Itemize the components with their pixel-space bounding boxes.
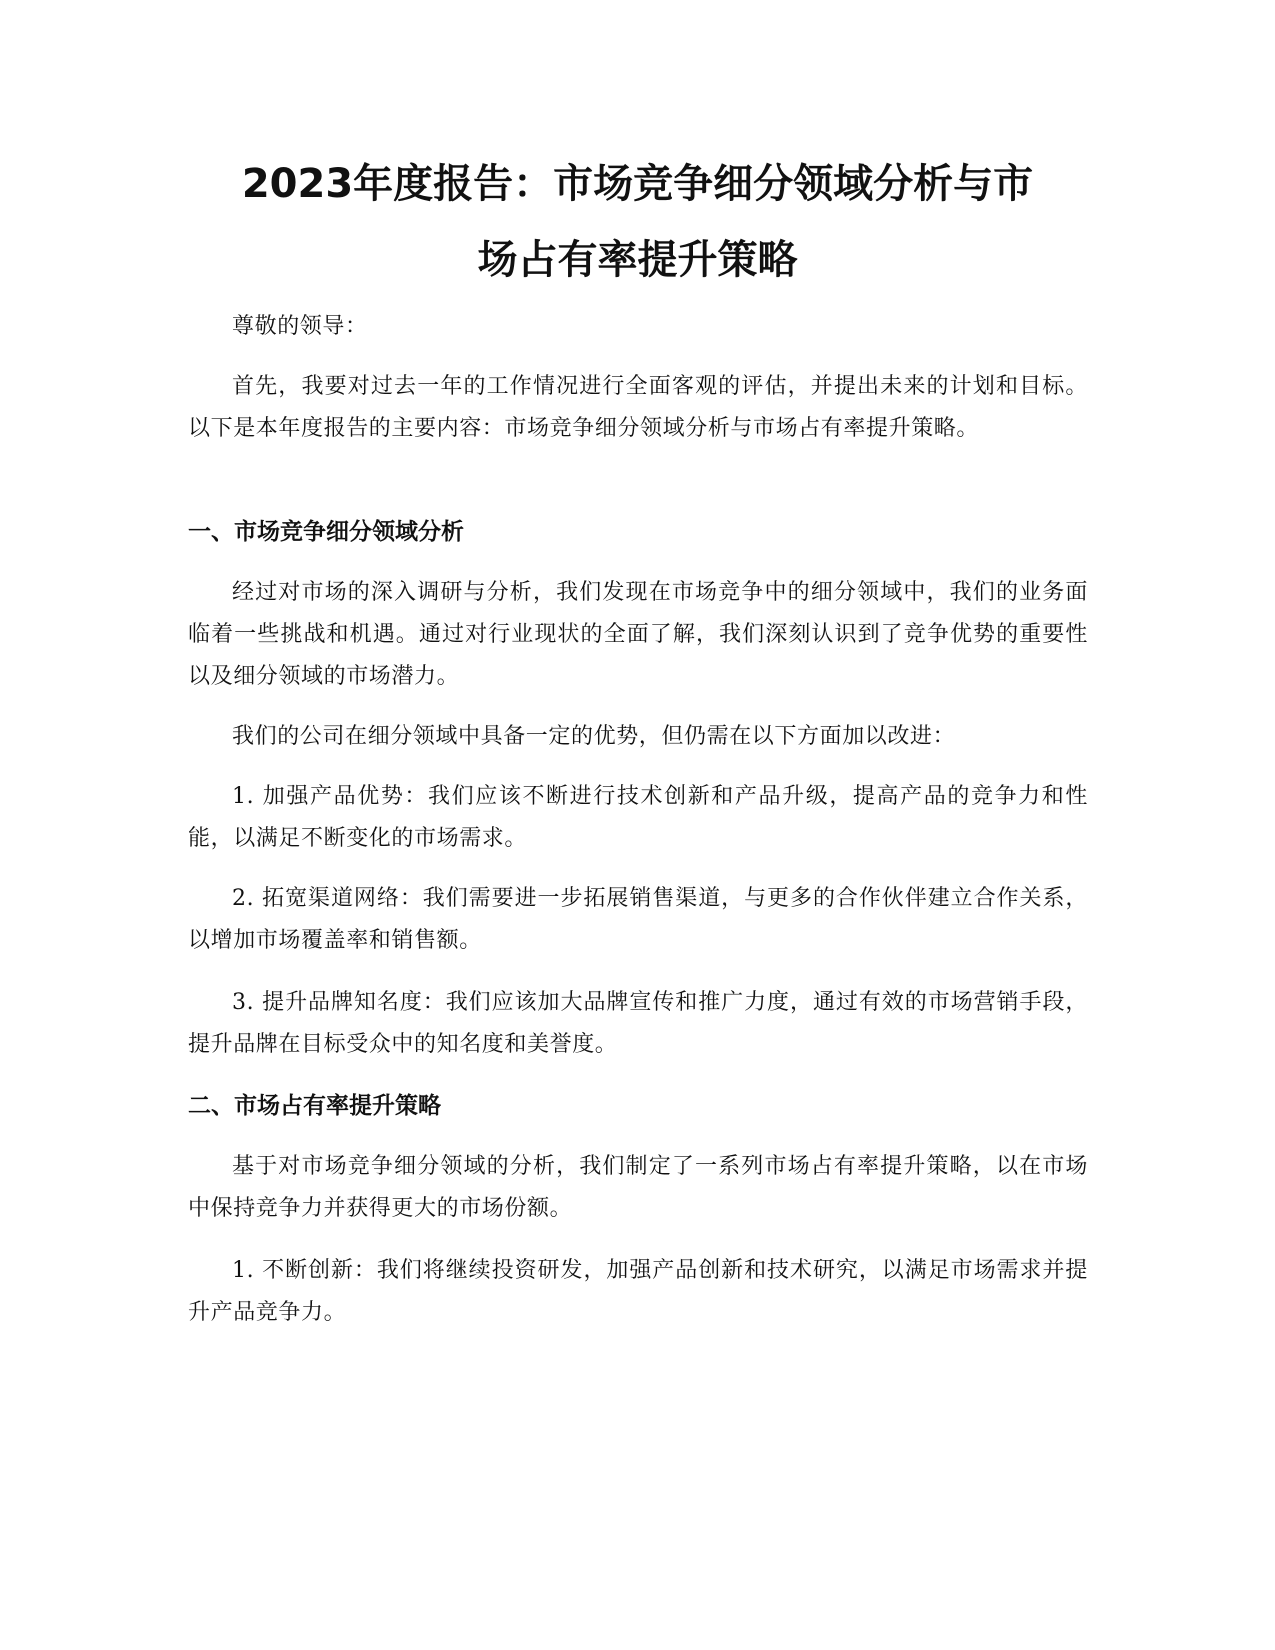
- section-2-list-item-1: 1. 不断创新：我们将继续投资研发，加强产品创新和技术研究，以满足市场需求并提升产品竞争力。: [188, 1258, 1088, 1325]
- salutation: 尊敬的领导：: [232, 314, 368, 339]
- section-2-paragraph-1: 基于对市场竞争细分领域的分析，我们制定了一系列市场占有率提升策略，以在市场中保持竞争力并获得更大的市场份额。: [188, 1154, 1088, 1221]
- section-2-heading: 二、市场占有率提升策略: [188, 1093, 441, 1119]
- document-title-line-1: 2023年度报告：市场竞争细分领域分析与市: [241, 161, 1034, 207]
- section-1-list-item-2: 2. 拓宽渠道网络：我们需要进一步拓展销售渠道，与更多的合作伙伴建立合作关系，以增加市场覆盖率和销售额。: [188, 886, 1088, 953]
- intro-paragraph: 首先，我要对过去一年的工作情况进行全面客观的评估，并提出未来的计划和目标。以下是本年度报告的主要内容：市场竞争细分领域分析与市场占有率提升策略。: [188, 374, 1088, 441]
- section-1-list-item-1: 1. 加强产品优势：我们应该不断进行技术创新和产品升级，提高产品的竞争力和性能，以满足不断变化的市场需求。: [188, 784, 1088, 851]
- document-title-line-2: 场占有率提升策略: [477, 237, 798, 283]
- section-1-heading: 一、市场竞争细分领域分析: [188, 519, 464, 545]
- section-1-list-item-3: 3. 提升品牌知名度：我们应该加大品牌宣传和推广力度，通过有效的市场营销手段，提升品牌在目标受众中的知名度和美誉度。: [188, 990, 1088, 1057]
- section-1-paragraph-2: 我们的公司在细分领域中具备一定的优势，但仍需在以下方面加以改进：: [232, 724, 956, 749]
- section-1-paragraph-1: 经过对市场的深入调研与分析，我们发现在市场竞争中的细分领域中，我们的业务面临着一些挑战和机遇。通过对行业现状的全面了解，我们深刻认识到了竞争优势的重要性以及细分领域的市场潜力。: [188, 580, 1088, 689]
